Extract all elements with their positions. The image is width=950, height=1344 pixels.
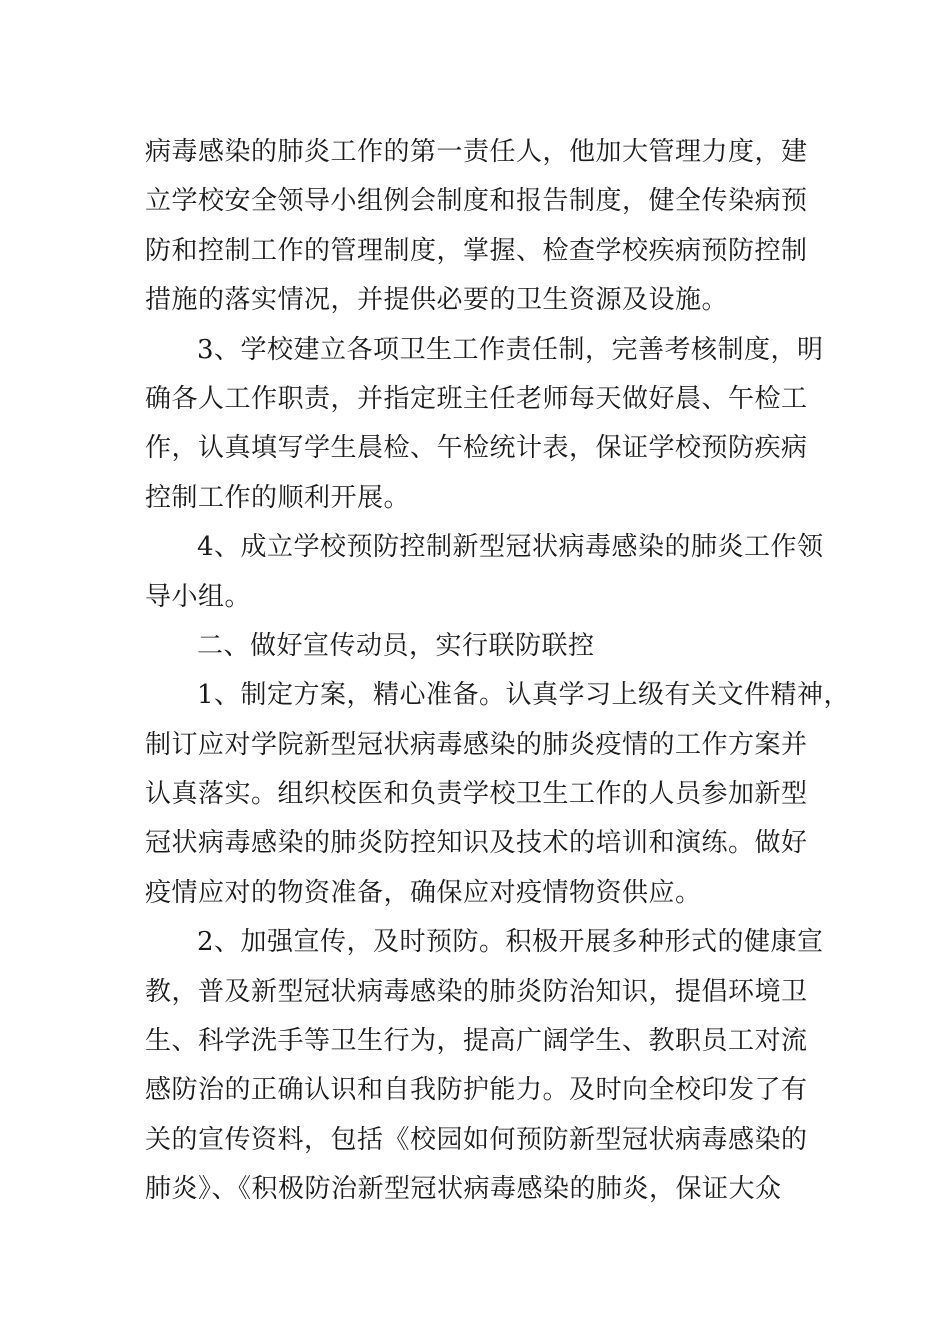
section-heading: 二、做好宣传动员，实行联防联控 [197,630,595,661]
text-line: 2、加强宣传，及时预防。积极开展多种形式的健康宣 [197,927,824,958]
text-line: 认真落实。组织校医和负责学校卫生工作的人员参加新型 [145,779,808,810]
text-line: 措施的落实情况，并提供必要的卫生资源及设施。 [145,285,729,316]
text-line: 控制工作的顺利开展。 [145,482,411,513]
document-body [145,128,851,1215]
text-line: 关的宣传资料，包括《校园如何预防新型冠状病毒感染的 [145,1124,808,1155]
text-line: 病毒感染的肺炎工作的第一责任人，他加大管理力度，建 [145,137,808,167]
text-line: 冠状病毒感染的肺炎防控知识及技术的培训和演练。做好 [145,828,808,859]
text-line: 确各人工作职责，并指定班主任老师每天做好晨、午检工 [145,383,808,414]
text-line: 3、学校建立各项卫生工作责任制，完善考核制度，明 [197,334,824,365]
text-line: 制订应对学院新型冠状病毒感染的肺炎疫情的工作方案并 [145,729,808,760]
text-line: 立学校安全领导小组例会制度和报告制度，健全传染病预 [145,186,808,217]
text-line: 作，认真填写学生晨检、午检统计表，保证学校预防疾病 [145,433,808,464]
text-line: 4、成立学校预防控制新型冠状病毒感染的肺炎工作领 [197,532,824,563]
text-line: 肺炎》、《积极防治新型冠状病毒感染的肺炎，保证大众 [145,1174,782,1205]
text-line: 导小组。 [145,581,252,612]
text-line: 感防治的正确认识和自我防护能力。及时向全校印发了有 [145,1075,808,1106]
text-line: 防和控制工作的管理制度，掌握、检查学校疾病预防控制 [145,235,808,266]
text-line: 1、制定方案，精心准备。认真学习上级有关文件精神， [197,680,851,711]
text-line: 疫情应对的物资准备，确保应对疫情物资供应。 [145,877,702,908]
text-line: 生、科学洗手等卫生行为，提高广阔学生、教职员工对流 [145,1026,808,1057]
text-line: 教，普及新型冠状病毒感染的肺炎防治知识，提倡环境卫 [145,976,808,1007]
